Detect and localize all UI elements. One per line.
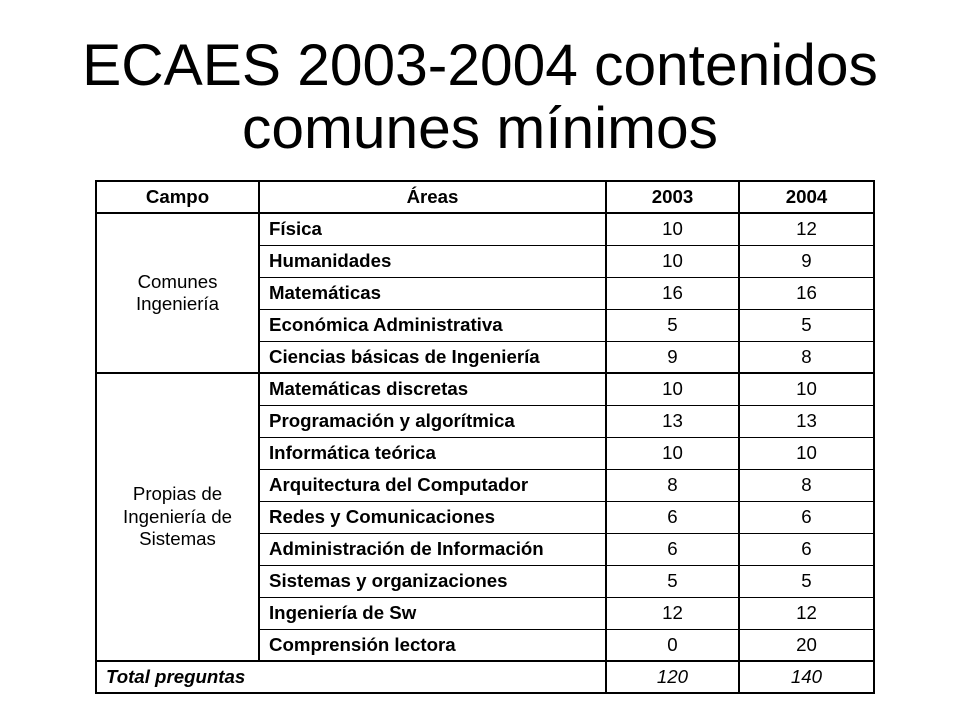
value-2003-cell: 5 (606, 309, 739, 341)
area-cell: Informática teórica (259, 437, 606, 469)
area-cell: Programación y algorítmica (259, 405, 606, 437)
campo-cell: Comunes Ingeniería (96, 213, 259, 373)
area-cell: Comprensión lectora (259, 629, 606, 661)
value-2004-cell: 12 (739, 213, 874, 245)
header-areas: Áreas (259, 181, 606, 213)
area-cell: Administración de Información (259, 533, 606, 565)
value-2003-cell: 8 (606, 469, 739, 501)
slide-title: ECAES 2003-2004 contenidos comunes mínimos (82, 33, 878, 161)
header-campo: Campo (96, 181, 259, 213)
area-cell: Matemáticas discretas (259, 373, 606, 405)
header-2003: 2003 (606, 181, 739, 213)
value-2004-cell: 6 (739, 501, 874, 533)
value-2004-cell: 5 (739, 309, 874, 341)
table-row (96, 373, 874, 405)
area-cell: Económica Administrativa (259, 309, 606, 341)
value-2003-cell: 12 (606, 597, 739, 629)
area-cell: Humanidades (259, 245, 606, 277)
campo-cell: Propias de Ingeniería de Sistemas (96, 373, 259, 661)
value-2004-cell: 8 (739, 469, 874, 501)
value-2003-cell: 0 (606, 629, 739, 661)
value-2003-cell: 13 (606, 405, 739, 437)
header-2004: 2004 (739, 181, 874, 213)
area-cell: Arquitectura del Computador (259, 469, 606, 501)
total-label: Total preguntas (96, 661, 606, 693)
value-2003-cell: 10 (606, 373, 739, 405)
value-2004-cell: 9 (739, 245, 874, 277)
total-row (96, 661, 874, 693)
area-cell: Física (259, 213, 606, 245)
value-2004-cell: 5 (739, 565, 874, 597)
value-2003-cell: 10 (606, 245, 739, 277)
total-2003-cell: 120 (606, 661, 739, 693)
value-2003-cell: 5 (606, 565, 739, 597)
value-2003-cell: 9 (606, 341, 739, 373)
area-cell: Matemáticas (259, 277, 606, 309)
value-2004-cell: 16 (739, 277, 874, 309)
area-cell: Redes y Comunicaciones (259, 501, 606, 533)
value-2004-cell: 20 (739, 629, 874, 661)
value-2003-cell: 6 (606, 533, 739, 565)
total-2004-cell: 140 (739, 661, 874, 693)
area-cell: Ingeniería de Sw (259, 597, 606, 629)
area-cell: Ciencias básicas de Ingeniería (259, 341, 606, 373)
area-cell: Sistemas y organizaciones (259, 565, 606, 597)
value-2003-cell: 10 (606, 213, 739, 245)
header-row (96, 181, 874, 213)
value-2003-cell: 16 (606, 277, 739, 309)
contents-table (95, 180, 875, 694)
value-2003-cell: 6 (606, 501, 739, 533)
value-2004-cell: 8 (739, 341, 874, 373)
table-row (96, 213, 874, 245)
value-2004-cell: 10 (739, 373, 874, 405)
value-2003-cell: 10 (606, 437, 739, 469)
value-2004-cell: 13 (739, 405, 874, 437)
value-2004-cell: 12 (739, 597, 874, 629)
value-2004-cell: 6 (739, 533, 874, 565)
value-2004-cell: 10 (739, 437, 874, 469)
